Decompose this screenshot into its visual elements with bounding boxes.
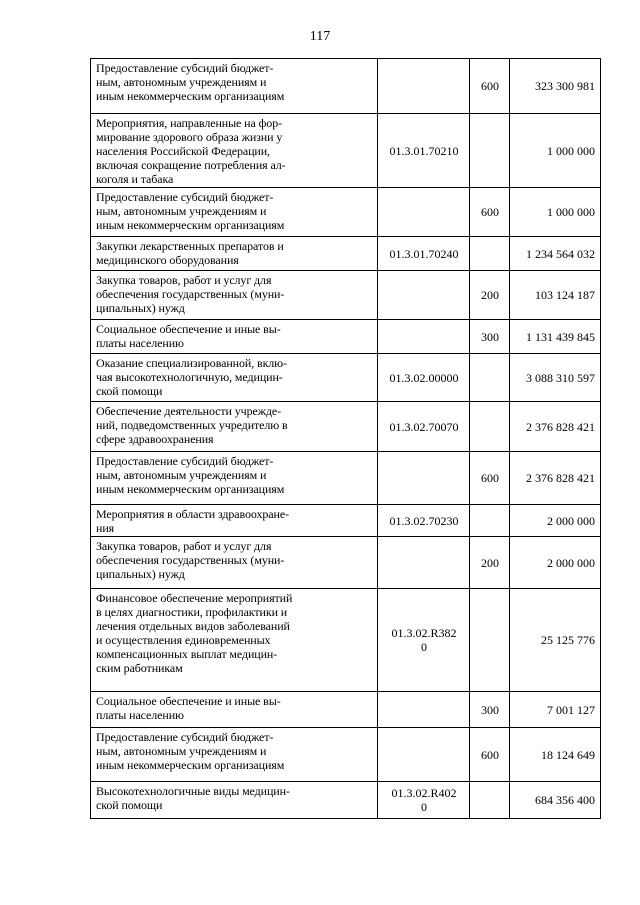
table-row [91, 692, 601, 728]
table-row [91, 59, 601, 114]
row-amount: 1 234 564 032 [510, 237, 601, 271]
row-name: Закупка товаров, работ и услуг для обеспечения государственных (муни- ципальных) нужд [91, 537, 378, 589]
row-amount: 684 356 400 [510, 782, 601, 819]
row-code: 01.3.02.R382 0 [378, 589, 470, 692]
row-name: Мероприятия в области здравоохране- ния [91, 505, 378, 537]
row-amount: 103 124 187 [510, 271, 601, 320]
row-name: Финансовое обеспечение мероприятий в целях диагностики, профилактики и лечения отдельных видов заболеваний и осуществления единовременных компенсационных выплат медицин- ским работникам [91, 589, 378, 692]
row-expense-type: 300 [470, 320, 510, 354]
row-expense-type [470, 354, 510, 402]
table-row [91, 537, 601, 589]
row-amount: 1 000 000 [510, 188, 601, 237]
table-row [91, 589, 601, 692]
row-expense-type: 600 [470, 452, 510, 505]
row-code: 01.3.02.70230 [378, 505, 470, 537]
row-code [378, 320, 470, 354]
page-number: 117 [309, 29, 331, 44]
row-amount: 323 300 981 [510, 59, 601, 114]
row-expense-type [470, 114, 510, 188]
row-expense-type: 600 [470, 728, 510, 782]
table-row [91, 402, 601, 452]
row-code: 01.3.02.R402 0 [378, 782, 470, 819]
row-amount: 25 125 776 [510, 589, 601, 692]
row-expense-type [470, 237, 510, 271]
row-code [378, 452, 470, 505]
row-code [378, 188, 470, 237]
row-code [378, 692, 470, 728]
table-row [91, 782, 601, 819]
row-name: Закупка товаров, работ и услуг для обеспечения государственных (муни- ципальных) нужд [91, 271, 378, 320]
row-amount: 2 000 000 [510, 505, 601, 537]
row-name: Закупки лекарственных препаратов и медицинского оборудования [91, 237, 378, 271]
row-amount: 3 088 310 597 [510, 354, 601, 402]
row-name: Предоставление субсидий бюджет- ным, автономным учреждениям и иным некоммерческим организациям [91, 728, 378, 782]
row-expense-type [470, 589, 510, 692]
row-amount: 7 001 127 [510, 692, 601, 728]
row-code: 01.3.01.70210 [378, 114, 470, 188]
row-expense-type [470, 402, 510, 452]
row-code [378, 59, 470, 114]
row-code [378, 271, 470, 320]
table-row [91, 728, 601, 782]
row-name: Предоставление субсидий бюджет- ным, автономным учреждениям и иным некоммерческим организациям [91, 452, 378, 505]
table-row [91, 452, 601, 505]
row-name: Предоставление субсидий бюджет- ным, автономным учреждениям и иным некоммерческим организациям [91, 188, 378, 237]
budget-table [90, 58, 601, 819]
table-row [91, 505, 601, 537]
row-name: Оказание специализированной, вклю- чая высокотехнологичную, медицин- ской помощи [91, 354, 378, 402]
table-row [91, 354, 601, 402]
row-name: Высокотехнологичные виды медицин- ской помощи [91, 782, 378, 819]
row-expense-type: 600 [470, 188, 510, 237]
row-code: 01.3.02.00000 [378, 354, 470, 402]
row-name: Социальное обеспечение и иные вы- платы населению [91, 692, 378, 728]
row-expense-type [470, 782, 510, 819]
table-row [91, 320, 601, 354]
row-name: Социальное обеспечение и иные вы- платы населению [91, 320, 378, 354]
row-expense-type: 200 [470, 271, 510, 320]
row-code [378, 728, 470, 782]
row-expense-type [470, 505, 510, 537]
row-amount: 2 000 000 [510, 537, 601, 589]
row-code [378, 537, 470, 589]
row-expense-type: 200 [470, 537, 510, 589]
row-name: Мероприятия, направленные на фор- мирование здорового образа жизни у населения Российской Федерации, включая сокращение потребления ал- коголя и табака [91, 114, 378, 188]
row-name: Предоставление субсидий бюджет- ным, автономным учреждениям и иным некоммерческим организациям [91, 59, 378, 114]
table-row [91, 114, 601, 188]
table-row [91, 188, 601, 237]
row-amount: 18 124 649 [510, 728, 601, 782]
row-amount: 2 376 828 421 [510, 402, 601, 452]
table-row [91, 237, 601, 271]
row-code: 01.3.01.70240 [378, 237, 470, 271]
row-code: 01.3.02.70070 [378, 402, 470, 452]
table-row [91, 271, 601, 320]
row-expense-type: 600 [470, 59, 510, 114]
row-expense-type: 300 [470, 692, 510, 728]
row-name: Обеспечение деятельности учрежде- ний, подведомственных учредителю в сфере здравоохранения [91, 402, 378, 452]
row-amount: 1 000 000 [510, 114, 601, 188]
row-amount: 1 131 439 845 [510, 320, 601, 354]
row-amount: 2 376 828 421 [510, 452, 601, 505]
